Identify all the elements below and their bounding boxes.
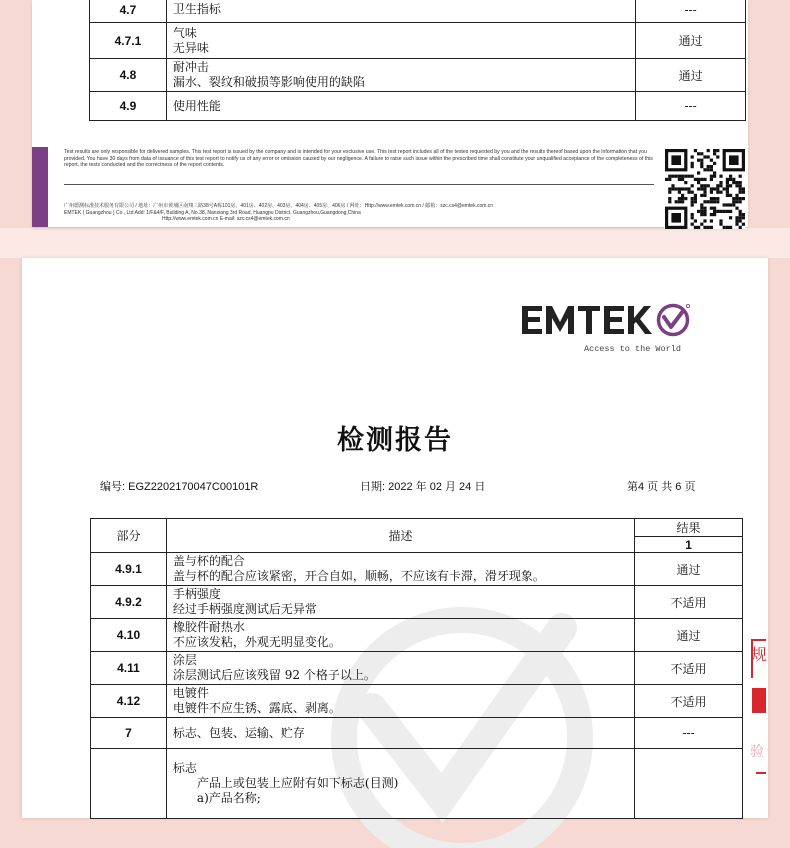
svg-text:验: 验 bbox=[750, 744, 764, 760]
requirement-description bbox=[166, 619, 634, 652]
section-number: 4.12 bbox=[91, 685, 167, 718]
test-result: --- bbox=[636, 0, 746, 23]
disclaimer-text: Test results are only responsible for delivered samples. This test report is issued by the company and is intended for your exclusive use. This test report includes all of the testes requested by you and the results thereof based upon the information that you provided. You have 30 days from data of issuance of this test report to notify us of any error or omission caused by our negligence. A failure to raise such issue within the prescribed time shall constitute your unqualified acceptance of the completeness of this report, the tests conducted and the correctness of the report contents. bbox=[64, 149, 653, 169]
results-table-page-3 bbox=[89, 0, 746, 121]
requirement-description bbox=[166, 23, 635, 59]
section-number: 4.9.2 bbox=[91, 586, 167, 619]
requirement-description bbox=[166, 718, 634, 749]
description-line: 涂层 bbox=[172, 653, 197, 667]
section-number: 4.8 bbox=[90, 59, 167, 92]
requirement-description bbox=[166, 652, 634, 685]
description-line: 不应该发粘，外观无明显变化。 bbox=[172, 635, 341, 649]
stamp-fragment-icon bbox=[746, 638, 768, 788]
table-row bbox=[90, 92, 746, 121]
requirement-description bbox=[166, 59, 635, 92]
description-line: 橡胶件耐热水 bbox=[172, 620, 245, 634]
page-indicator: 第4 页 共 6 页 bbox=[627, 481, 696, 493]
report-date: 日期: 2022 年 02 月 24 日 bbox=[360, 481, 486, 493]
test-result: 通过 bbox=[636, 23, 746, 59]
section-number: 4.11 bbox=[91, 652, 167, 685]
description-line: 涂层测试后应该残留 92 个格子以上。 bbox=[172, 668, 376, 682]
header-section: 部分 bbox=[91, 519, 167, 553]
test-result: 不适用 bbox=[635, 652, 743, 685]
report-number: 编号: EGZ2202170047C00101R bbox=[100, 481, 259, 493]
section-number: 4.7.1 bbox=[90, 23, 167, 59]
section-number: 4.9.1 bbox=[91, 553, 167, 586]
test-result: --- bbox=[636, 92, 746, 121]
description-line: 电镀件不应生锈、露底、剥离。 bbox=[172, 701, 341, 715]
test-result: 不适用 bbox=[635, 586, 743, 619]
description-line: 标志、包装、运输、贮存 bbox=[172, 725, 305, 740]
table-row bbox=[90, 23, 746, 59]
logo-tagline: Access to the World bbox=[584, 344, 681, 354]
footer-accent-bar bbox=[32, 147, 48, 227]
description-line: 经过手柄强度测试后无异常 bbox=[172, 602, 317, 616]
address-web: Http://www.emtek.com.cn E-mail: szc.cs4@emtek.com.cn bbox=[162, 216, 290, 222]
requirement-description bbox=[166, 0, 635, 23]
description-line: 产品上或包装上应附有如下标志(目测) bbox=[172, 776, 399, 790]
description-line: 气味 bbox=[172, 25, 197, 40]
description-line: 标志 bbox=[172, 761, 197, 775]
description-line: a)产品名称; bbox=[172, 791, 261, 805]
description-line: 使用性能 bbox=[172, 98, 221, 113]
emtek-logo-mark-icon bbox=[656, 303, 690, 337]
table-row bbox=[90, 0, 746, 23]
qr-code-icon bbox=[664, 149, 746, 229]
description-line: 卫生指标 bbox=[172, 2, 221, 16]
requirement-description bbox=[166, 586, 634, 619]
footer-divider bbox=[64, 184, 654, 185]
table-row bbox=[91, 553, 743, 586]
results-table-page-4 bbox=[90, 518, 743, 819]
section-number: 4.7 bbox=[90, 0, 167, 23]
description-line: 手柄强度 bbox=[172, 587, 221, 601]
requirement-description bbox=[166, 685, 634, 718]
table-row bbox=[91, 619, 743, 652]
description-line: 耐冲击 bbox=[172, 60, 209, 74]
header-description: 描述 bbox=[166, 519, 634, 553]
report-title: 检测报告 bbox=[337, 425, 453, 456]
table-row bbox=[91, 652, 743, 685]
description-line: 无异味 bbox=[172, 40, 209, 55]
report-page-3 bbox=[32, 0, 748, 227]
table-row bbox=[91, 718, 743, 749]
table-row bbox=[91, 749, 743, 819]
table-row bbox=[91, 685, 743, 718]
test-result: 通过 bbox=[635, 553, 743, 586]
section-number: 4.9 bbox=[90, 92, 167, 121]
description-line: 盖与杯的配合应该紧密，开合自如，顺畅，不应该有卡滞，滑牙现象。 bbox=[172, 569, 545, 583]
test-result: 通过 bbox=[635, 619, 743, 652]
requirement-description bbox=[166, 553, 634, 586]
section-number: 4.10 bbox=[91, 619, 167, 652]
test-result bbox=[635, 749, 743, 819]
report-page-4 bbox=[22, 258, 768, 818]
emtek-logo-wordmark bbox=[520, 300, 660, 340]
page-footer bbox=[32, 137, 748, 227]
company-address bbox=[64, 203, 664, 223]
description-line: 漏水、裂纹和破损等影响使用的缺陷 bbox=[172, 75, 365, 89]
requirement-description bbox=[166, 92, 635, 121]
test-result: --- bbox=[635, 718, 743, 749]
section-number bbox=[91, 749, 167, 819]
page-gap bbox=[0, 228, 790, 258]
test-result: 通过 bbox=[636, 59, 746, 92]
section-number: 7 bbox=[91, 718, 167, 749]
description-line: 盖与杯的配合 bbox=[172, 554, 245, 568]
requirement-description bbox=[166, 749, 634, 819]
header-result-sample: 1 bbox=[635, 537, 743, 553]
header-result: 结果 bbox=[635, 519, 743, 537]
test-result: 不适用 bbox=[635, 685, 743, 718]
table-row bbox=[91, 586, 743, 619]
svg-text:规: 规 bbox=[751, 645, 768, 664]
description-line: 电镀件 bbox=[172, 686, 209, 700]
address-chinese: 广州德测标准技术服务有限公司 / 地址：广州市黄埔区南翔三路38号A栋101房、401房、402房、403房、404房、405房、406房 / 网址：Http://www.emtek.com.cn / 邮箱：szc.cs4@emtek.com.cn bbox=[64, 203, 494, 209]
table-row bbox=[90, 59, 746, 92]
address-english: EMTEK ( Guangzhou ) Co., Ltd Add: 1/F&4/F, Building A, No.38, Nanxiang 3rd Road, Huangpu District, Guangzhou,Guangdong,China bbox=[64, 209, 361, 216]
table-header-row bbox=[91, 519, 743, 537]
